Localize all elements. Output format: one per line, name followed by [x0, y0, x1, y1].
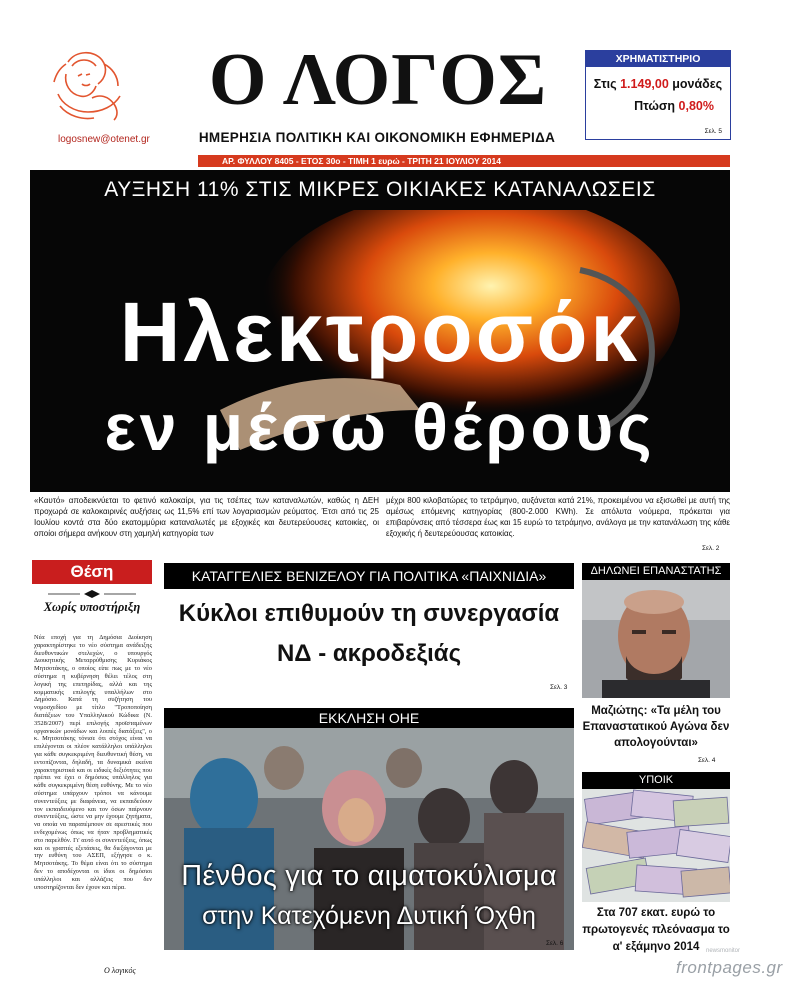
lead-text-column-2: μέχρι 800 κιλοβατώρες το τετράμηνο, αυξάνεται κατά 21%, προκειμένου να εξισωθεί με αυτή της αμέσως επόμενης κατηγορίας (800-2.000 KWh). Σε απόλυτα νούμερα, πρόκειται για επιβαρύνσεις από τέσσερα έως και 15 ευρώ το τετράμηνο, ανάλογα με την κατανάλωση της κάθε εξοχικής ή δευτερεύουσας κατοικίας.	[386, 496, 730, 538]
newspaper-title: Ο ΛΟΓΟΣ	[208, 39, 548, 121]
right-story2-headline: Στα 707 εκατ. ευρώ το πρωτογενές πλεόνασμα το α' εξάμηνο 2014	[582, 907, 730, 953]
stock-change-line: Πτώση 0,80%	[634, 99, 714, 113]
watermark-small: newsmonitor	[706, 948, 741, 954]
lead-headline-line1: Ηλεκτροσόκ	[119, 285, 641, 379]
lead-page-ref: Σελ. 2	[702, 545, 720, 552]
stock-market-box	[585, 50, 731, 140]
opinion-headline: Χωρίς υποστήριξη	[43, 600, 141, 614]
masthead-logo-illustration	[48, 44, 130, 124]
photo-story-kicker: ΕΚΚΛΗΣΗ ΟΗΕ	[164, 708, 574, 728]
photo-story-headline-line2: στην Κατεχόμενη Δυτική Όχθη	[202, 902, 536, 930]
opinion-signature: Ο λογικός	[104, 966, 136, 975]
lead-story-banner	[30, 170, 730, 492]
photo-story-headline-line1: Πένθος για το αιματοκύλισμα	[181, 860, 557, 892]
issue-info-bar: ΑΡ. ΦΥΛΛΟΥ 8405 - ΕΤΟΣ 30ο - ΤΙΜΗ 1 ευρώ - ΤΡΙΤΗ 21 ΙΟΥΛΙΟΥ 2014	[198, 155, 730, 167]
portrait-photo	[582, 580, 730, 698]
lead-text-column-1: «Καυτό» αποδεικνύεται το φετινό καλοκαίρι, για τις τσέπες των καταναλωτών, καθώς η ΔΕΗ προχωρά σε καλοκαιρινές αυξήσεις ως 11,5% επί των λογαριασμών ρεύματος. Έτσι από τις 25 Ιουλίου κοντά στα δύο εκατομμύρια καταναλωτές με εξοχικές και δευτερεύουσες κατοικίες, οι οποίοι σήμερα ανήκουν στη χαμηλή κατηγορία των	[34, 496, 379, 538]
right-story1-kicker: ΔΗΛΩΝΕΙ ΕΠΑΝΑΣΤΑΤΗΣ	[582, 563, 730, 580]
euro-banknotes-photo	[582, 789, 730, 902]
center-story-page-ref: Σελ. 3	[550, 684, 568, 691]
right-story1-page-ref: Σελ. 4	[698, 757, 716, 764]
center-story-headline-line2: ΝΔ - ακροδεξιάς	[276, 640, 462, 667]
stock-index-line: Στις 1.149,00 μονάδες	[593, 77, 723, 91]
mourning-crowd-photo	[164, 728, 574, 950]
opinion-section-label: Θέση	[32, 560, 152, 584]
stock-market-header: ΧΡΗΜΑΤΙΣΤΗΡΙΟ	[586, 51, 730, 67]
lead-kicker: ΑΥΞΗΣΗ 11% ΣΤΙΣ ΜΙΚΡΕΣ ΟΙΚΙΑΚΕΣ ΚΑΤΑΝΑΛΩΣΕΙΣ	[104, 178, 656, 201]
center-story-kicker: ΚΑΤΑΓΓΕΛΙΕΣ ΒΕΝΙΖΕΛΟΥ ΓΙΑ ΠΟΛΙΤΙΚΑ «ΠΑΙΧΝΙΔΙΑ»	[164, 563, 574, 589]
portrait-illustration	[582, 580, 730, 698]
lead-headline-line2: εν μέσω θέρους	[104, 390, 656, 464]
site-watermark: frontpages.gr	[676, 958, 783, 977]
masthead-email: logosnew@otenet.gr	[58, 134, 150, 145]
banknotes-illustration	[582, 789, 730, 902]
photo-story-page-ref: Σελ. 6	[546, 940, 564, 947]
right-story2-kicker: ΥΠΟΙΚ	[582, 772, 730, 789]
newspaper-subtitle: ΗΜΕΡΗΣΙΑ ΠΟΛΙΤΙΚΗ ΚΑΙ ΟΙΚΟΝΟΜΙΚΗ ΕΦΗΜΕΡΙΔΑ	[198, 130, 556, 145]
right-story1-headline: Μαζιώτης: «Τα μέλη του Επαναστατικού Αγώνα δεν απολογούνται»	[582, 705, 730, 749]
opinion-body: Νέα εποχή για τη Δημόσια Διοίκηση χαρακτηρίστηκε το νέο σύστημα ανάδειξης διευθυντικών στελεχών, ο υπουργός Διοικητικής Μεταρρύθμισης Κυριάκος Μητσοτάκης, ο οποίος είπε πως με το νέο σύστημα η κυβέρνηση θέλει τέλος στη λογική της επετηρίδας, αλλά και της κομματικής επιλογής υπαλλήλων στο Δημόσιο. Κατά τη συζήτηση του νομοσχεδίου με τίτλο "Τροποποίηση διατάξεων του Υπαλληλικού Κώδικα (Ν. 3528/2007) περί επιλογής προϊσταμένων οργανικών μονάδων και λοιπές διατάξεις", ο κ. Μητσοτάκης τόνισε ότι στόχος είναι να επιλέγονται οι πλέον κατάλληλοι υπάλληλοι για κάθε συγκεκριμένη διευθυντική θέση, να εντοπίζονται, δηλαδή, τα δυναμικά εκείνα χαρακτηριστικά και οι ειδικές δεξιότητες που πρέπει να έχει ο δημόσιος υπάλληλος για κάθε συγκεκριμένη θέση ευθύνης. Με το νέο σύστημα υπάρχουν τρόποι να κάνουμε συνεντεύξεις με διαφάνεια, να εκπαιδεύουν τον εκπαιδευόμενο και τον όσων παίρνουν συνεντεύξεις, ώστε να μην έχουμε ζητήματα, να οποία να παραπέμπουν σε αρεστικές που ενδεχομένως όπως να ήταν προβληματικές στο παρελθόν. Γι' αυτό οι συνεντεύξεις, όπως και οι γραπτές εξετάσεις, θα διεξάγονται με την ευθύνη του ΑΣΕΠ, εξήγησε ο κ. Μητσοτάκης. Το θέμα είναι ότι το σύστημα δεν το αποδέχονται οι ίδιοι οι δημόσιοι υπάλληλοι και αλλάζεις που δεν υποστηρίζονται δεν έχουν και πέρα.	[34, 634, 152, 891]
ornament-divider-icon	[40, 588, 144, 600]
stock-page-ref: Σελ. 5	[704, 128, 722, 135]
center-story-headline-line1: Κύκλοι επιθυμούν τη συνεργασία	[178, 600, 560, 627]
